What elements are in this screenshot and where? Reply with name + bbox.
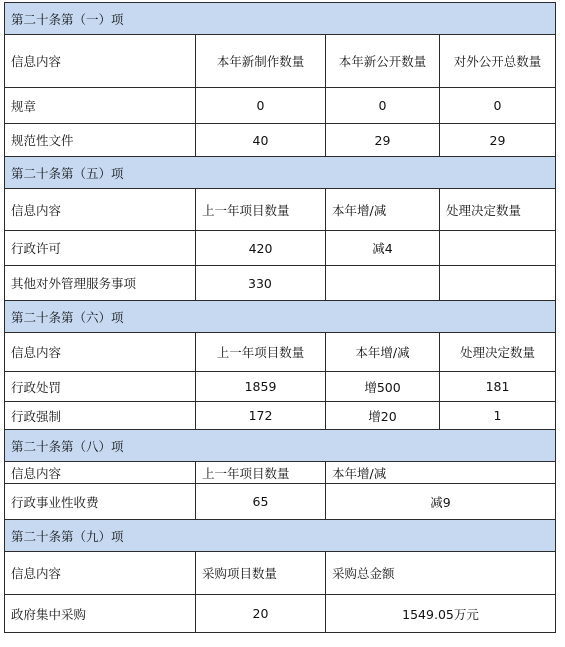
table-cell: 增500: [326, 372, 440, 402]
column-header: 上一年项目数量: [196, 189, 326, 231]
table-cell: 65: [196, 484, 326, 520]
section-title: 第二十条第（一）项: [5, 3, 556, 35]
table-cell: 40: [196, 124, 326, 157]
table-cell: 172: [196, 402, 326, 430]
section-title: 第二十条第（八）项: [5, 430, 556, 462]
table-cell: [440, 231, 556, 266]
column-header: 信息内容: [5, 462, 196, 484]
section-header: [5, 430, 556, 462]
table-cell: 1: [440, 402, 556, 430]
row-label: 行政许可: [5, 231, 196, 266]
table-cell: 1859: [196, 372, 326, 402]
column-header: 采购总金额: [326, 552, 556, 595]
section-header: [5, 3, 556, 35]
row-label: 政府集中采购: [5, 595, 196, 633]
row-label: 规章: [5, 88, 196, 124]
table-cell: 0: [440, 88, 556, 124]
table-cell: 29: [326, 124, 440, 157]
column-header: 本年增/减: [326, 189, 440, 231]
section-header: [5, 520, 556, 552]
table-row: [5, 484, 556, 520]
section-header: [5, 157, 556, 189]
column-header: 本年增/减: [326, 462, 556, 484]
table-cell: 0: [326, 88, 440, 124]
table-row: [5, 124, 556, 157]
column-header: 信息内容: [5, 552, 196, 595]
section-header: [5, 301, 556, 333]
row-label: 行政事业性收费: [5, 484, 196, 520]
disclosure-table: [4, 2, 556, 633]
table-cell: 减4: [326, 231, 440, 266]
table-row: [5, 88, 556, 124]
table-row: [5, 595, 556, 633]
section-title: 第二十条第（六）项: [5, 301, 556, 333]
column-header: 对外公开总数量: [440, 35, 556, 88]
table-cell: 增20: [326, 402, 440, 430]
table-cell: [326, 266, 440, 301]
table-header-row: [5, 333, 556, 372]
column-header: 采购项目数量: [196, 552, 326, 595]
table-cell: 减9: [326, 484, 556, 520]
column-header: 信息内容: [5, 35, 196, 88]
table-header-row: [5, 552, 556, 595]
column-header: 处理决定数量: [440, 189, 556, 231]
table-cell: 29: [440, 124, 556, 157]
row-label: 规范性文件: [5, 124, 196, 157]
table-row: [5, 402, 556, 430]
table-header-row: [5, 189, 556, 231]
column-header: 本年新制作数量: [196, 35, 326, 88]
row-label: 行政处罚: [5, 372, 196, 402]
column-header: 上一年项目数量: [196, 462, 326, 484]
table-cell: 1549.05万元: [326, 595, 556, 633]
table-cell: 330: [196, 266, 326, 301]
table-row: [5, 266, 556, 301]
section-title: 第二十条第（九）项: [5, 520, 556, 552]
column-header: 处理决定数量: [440, 333, 556, 372]
row-label: 行政强制: [5, 402, 196, 430]
column-header: 信息内容: [5, 189, 196, 231]
table-cell: 20: [196, 595, 326, 633]
row-label: 其他对外管理服务事项: [5, 266, 196, 301]
table-header-row: [5, 35, 556, 88]
table-row: [5, 231, 556, 266]
section-title: 第二十条第（五）项: [5, 157, 556, 189]
table-cell: 0: [196, 88, 326, 124]
table-cell: 181: [440, 372, 556, 402]
column-header: 信息内容: [5, 333, 196, 372]
column-header: 上一年项目数量: [196, 333, 326, 372]
table-cell: 420: [196, 231, 326, 266]
table-cell: [440, 266, 556, 301]
column-header: 本年增/减: [326, 333, 440, 372]
table-row: [5, 372, 556, 402]
table-header-row: [5, 462, 556, 484]
column-header: 本年新公开数量: [326, 35, 440, 88]
